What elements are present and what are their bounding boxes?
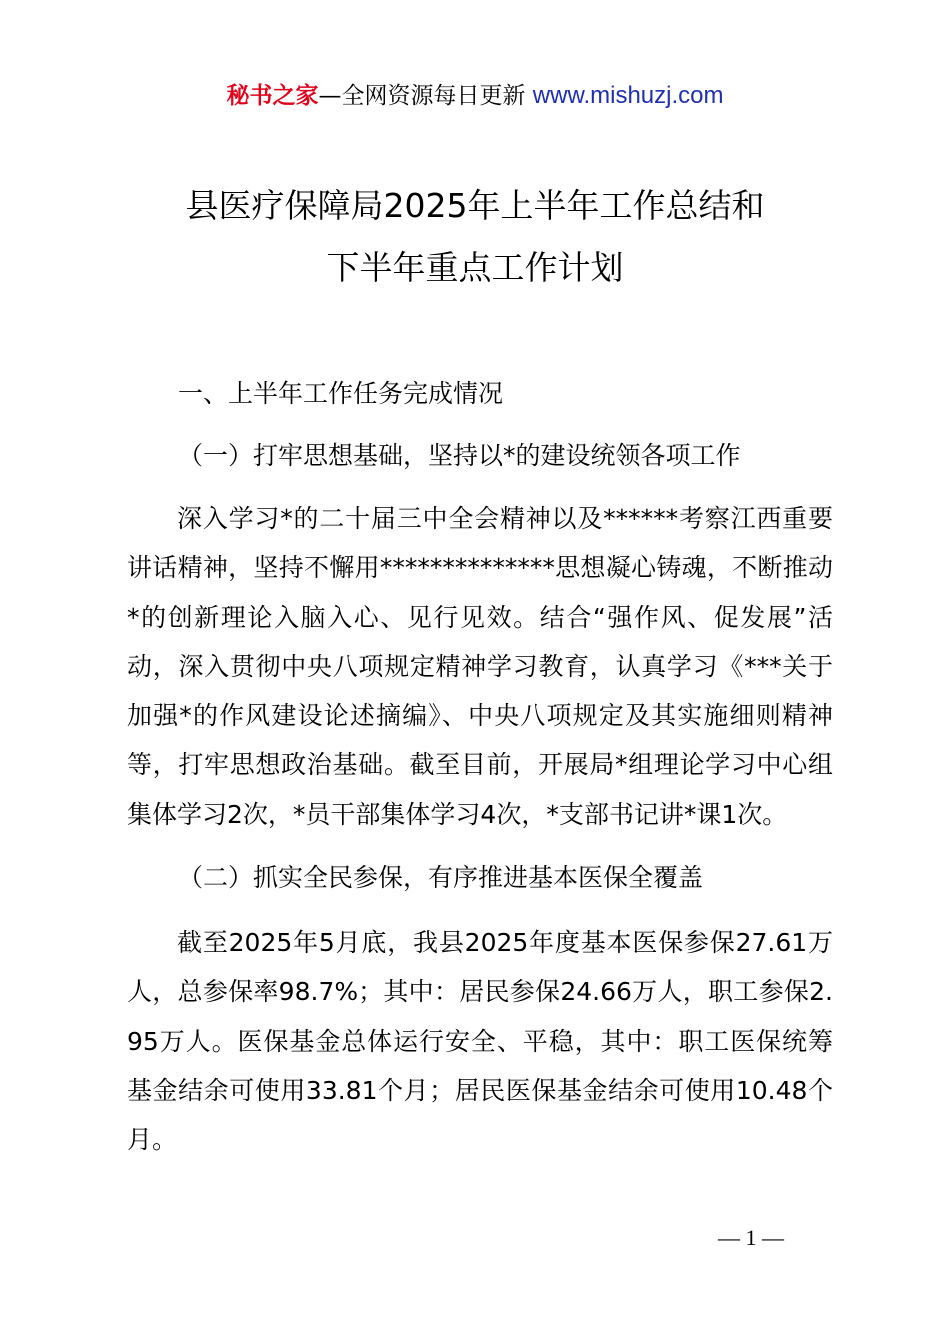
site-header bbox=[0, 80, 950, 112]
paragraph-1: 深入学习*的二十届三中全会精神以及******考察江西重要讲话精神，坚持不懈用**************思想凝心铸魂，不断推动*的创新理论入脑入心、见行见效。结合“强作风、促发展”活动，深入贯彻中央八项规定精神学习教育，认真学习《***关于加强*的作风建设论述摘编》、中央八项规定及其实施细则精神等，打牢思想政治基础。截至目前，开展局*组理论学习中心组集体学习2次，*员干部集体学习4次，*支部书记讲*课1次。 bbox=[127, 504, 833, 829]
page-number: — 1 — bbox=[718, 1225, 784, 1250]
paragraph-2: 截至2025年5月底，我县2025年度基本医保参保27.61万人，总参保率98.7%；其中：居民参保24.66万人，职工参保2.95万人。医保基金总体运行安全、平稳，其中：职工医保统筹基金结余可使用33.81个月；居民医保基金结余可使用10.48个月。 bbox=[127, 928, 833, 1155]
subsection-heading-1: （一）打牢思想基础，坚持以*的建设统领各项工作 bbox=[178, 441, 741, 470]
subsection-heading-2: （二）抓实全民参保，有序推进基本医保全覆盖 bbox=[178, 863, 704, 892]
site-brand: 秘书之家 bbox=[226, 83, 319, 109]
site-url-link[interactable]: www.mishuzj.com bbox=[532, 82, 724, 109]
section-heading: 一、上半年工作任务完成情况 bbox=[178, 379, 504, 408]
site-slogan: —全网资源每日更新 bbox=[318, 83, 533, 109]
document-title-line-2: 下半年重点工作计划 bbox=[326, 248, 624, 287]
document-title-line-1: 县医疗保障局2025年上半年工作总结和 bbox=[185, 186, 765, 225]
